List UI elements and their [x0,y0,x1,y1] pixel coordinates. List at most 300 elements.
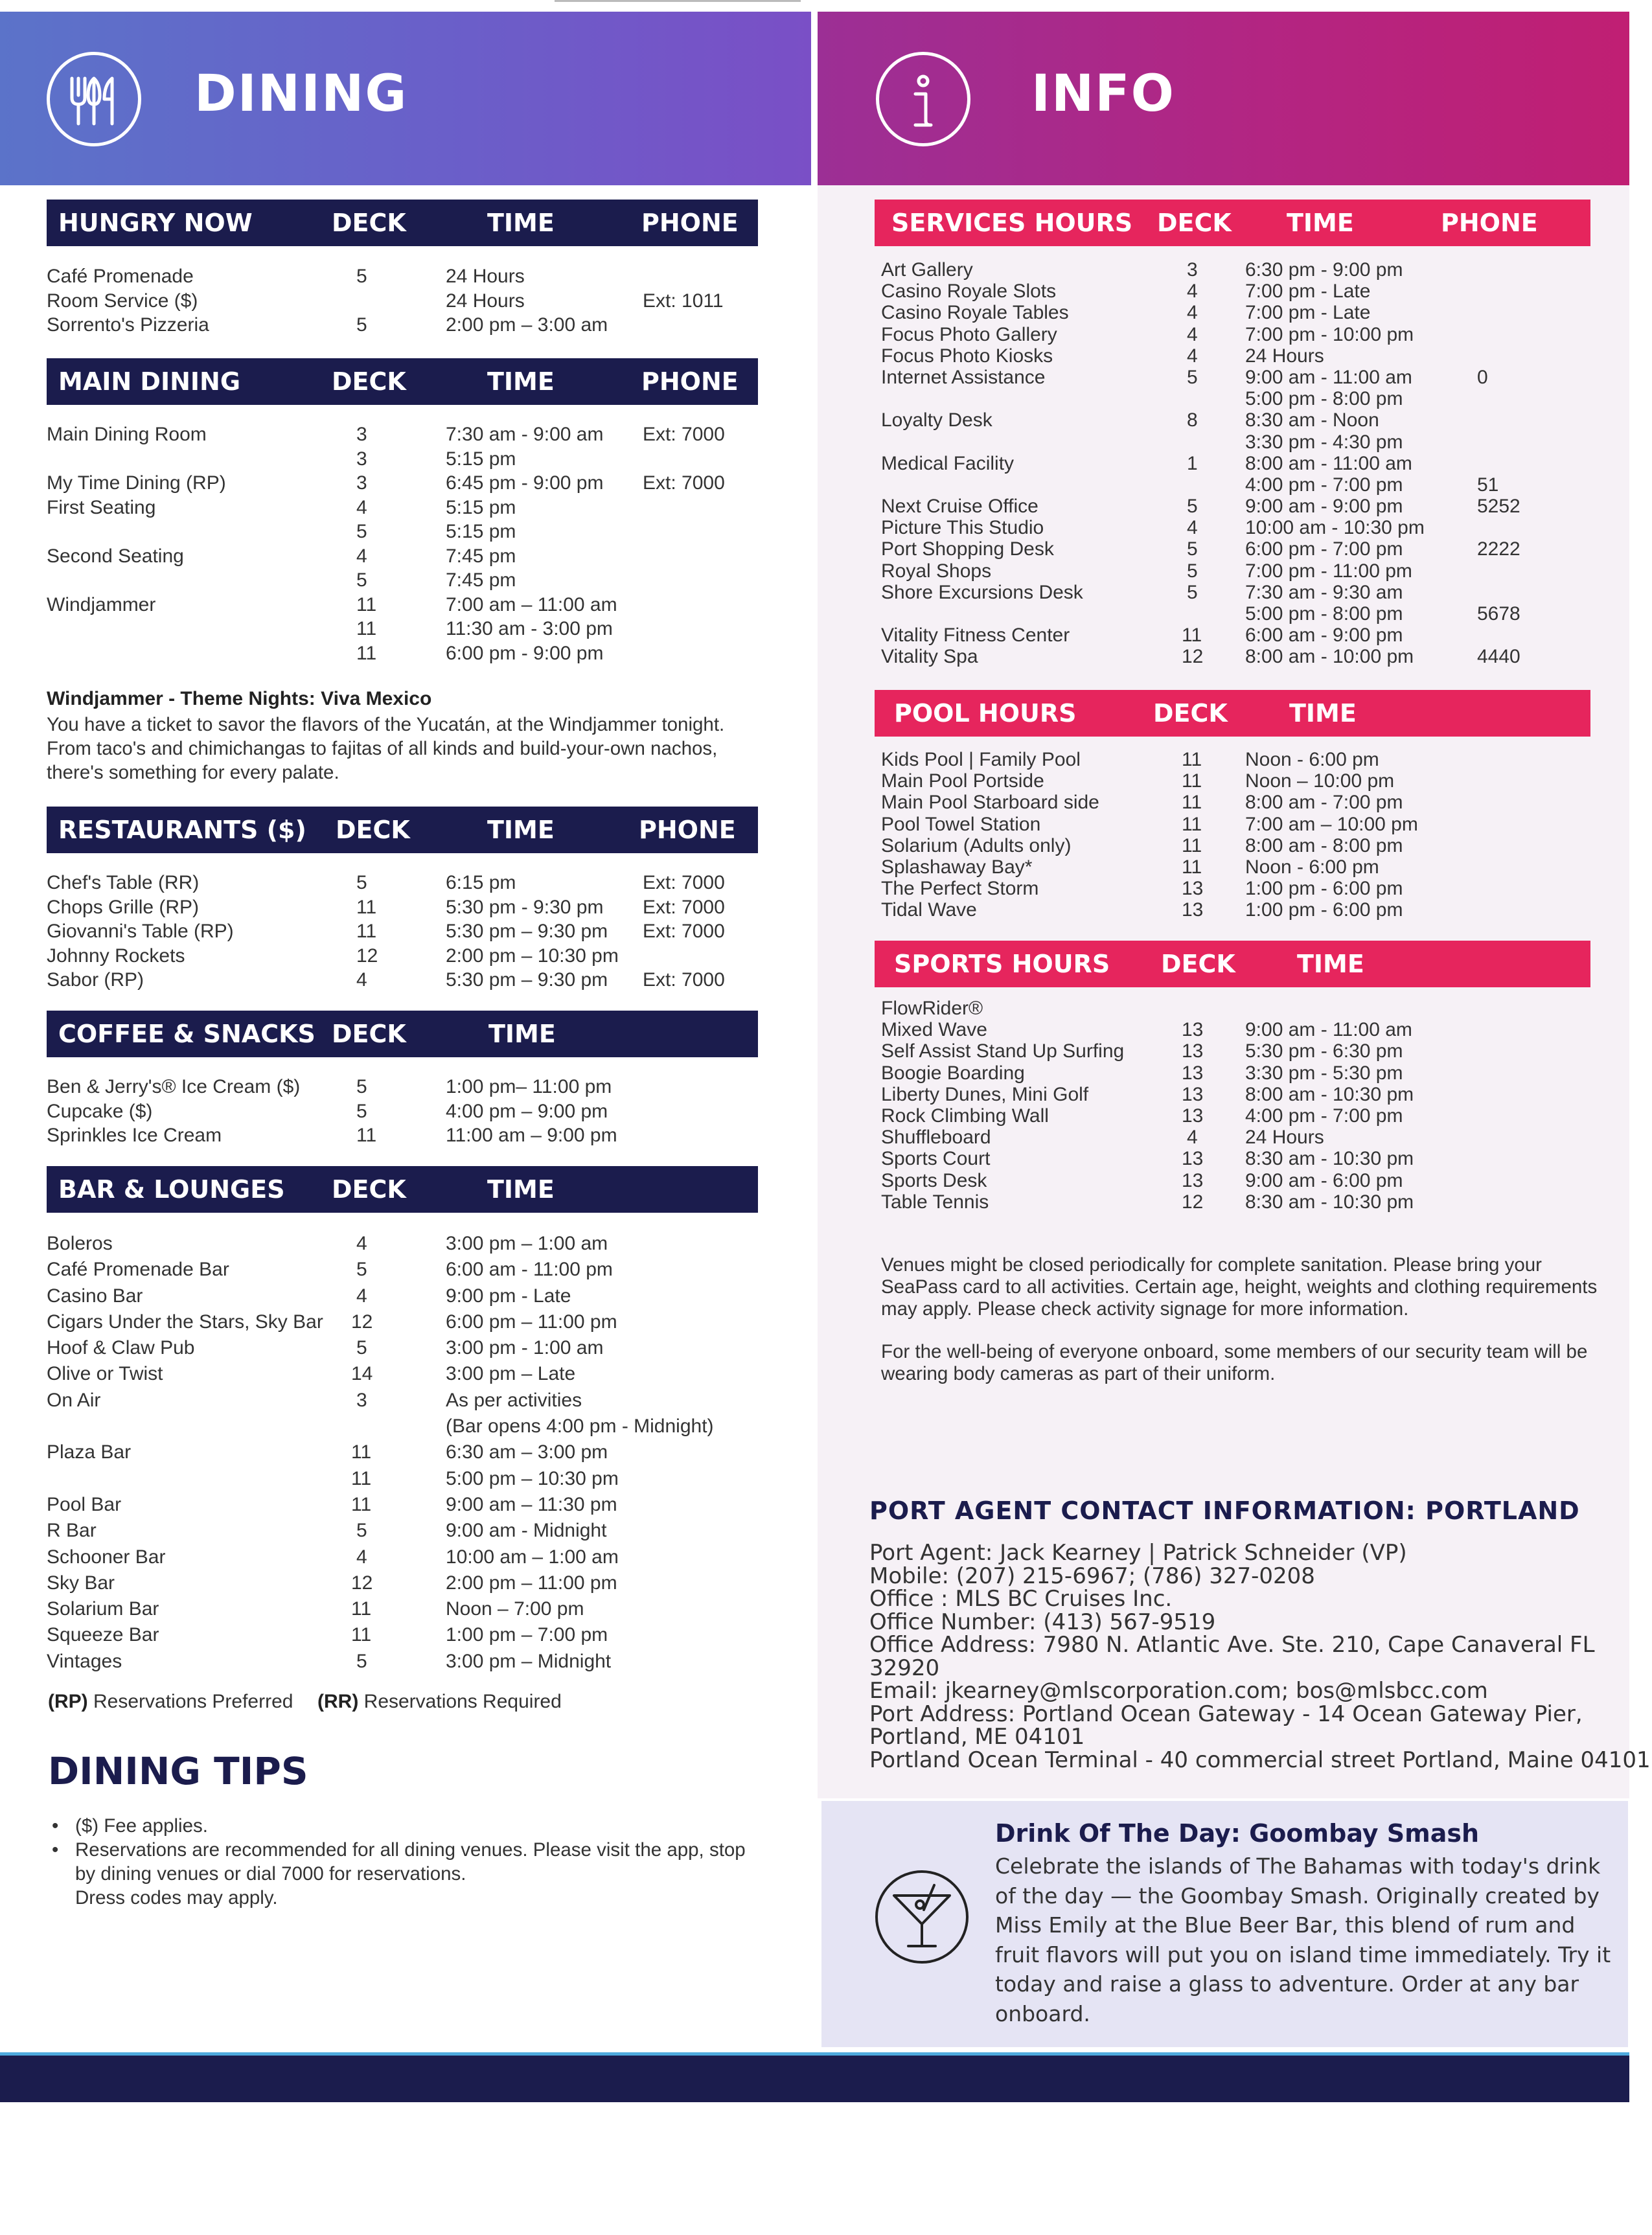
services-header [875,200,1590,246]
deck-number: 11 [1182,813,1202,835]
restaurants-col-venue: RESTAURANTS ($) [58,816,306,844]
venue-hours: 5:00 pm - 8:00 pm [1245,388,1403,410]
venue-hours: 5:30 pm - 6:30 pm [1245,1040,1403,1062]
table-row [47,944,759,968]
deck-number: 5 [356,872,367,893]
hungry-now-table [47,264,759,338]
venue-hours: 5:00 pm – 10:30 pm [446,1467,619,1489]
venue-hours: 7:00 pm - 10:00 pm [1245,323,1414,345]
venue-name: Shore Excursions Desk [881,581,1083,603]
deck-number: 4 [356,545,367,567]
deck-number: 11 [356,921,377,942]
venue-hours: 8:00 am - 10:30 pm [1245,1083,1414,1105]
pool-header [875,690,1590,737]
venue-phone: 4440 [1477,646,1520,668]
deck-number: 5 [356,1337,367,1359]
pool-col-deck: DECK [1153,699,1228,728]
deck-number: 12 [356,945,378,967]
pool-col-venue: POOL HOURS [894,699,1077,728]
deck-number: 5 [356,1259,367,1281]
dining-tips-title: DINING TIPS [48,1749,308,1793]
deck-number: 11 [351,1441,372,1463]
legend-rp-code: (RP) [48,1691,88,1712]
venue-name: Sprinkles Ice Cream [47,1125,222,1146]
deck-number: 4 [1187,517,1198,539]
table-row [47,1075,759,1099]
table-row [47,1466,759,1492]
deck-number: 5 [356,569,367,591]
deck-number: 4 [356,496,367,518]
deck-number: 14 [351,1363,373,1385]
martini-glass-icon [875,1870,969,1964]
bars-table [47,1231,759,1675]
bullet: • [52,1815,59,1837]
deck-number: 5 [356,266,367,287]
venue-hours: 9:00 am – 11:30 pm [446,1493,617,1515]
port-agent-line: Portland, ME 04101 [869,1724,1085,1750]
deck-number: 4 [356,969,367,991]
venue-name: On Air [47,1389,101,1411]
sports-col-deck: DECK [1161,950,1235,978]
venue-name: Medical Facility [881,452,1015,474]
pool-table [881,749,1594,921]
theme-nights-body: You have a ticket to savor the flavors of the Yucatán, at the Windjammer tonight. From taco's and chimichangas to fajitas of all kinds and build-your-own nachos, there's something for every palate. [47,714,725,783]
hungry-now-col-time: TIME [487,209,555,237]
table-row [47,641,759,666]
venue-phone: 2222 [1477,538,1520,560]
venue-name: First Seating [47,496,156,518]
venue-name: Kids Pool | Family Pool [881,749,1081,770]
table-row [47,520,759,544]
table-row [47,1231,759,1257]
venue-hours: 3:30 pm - 5:30 pm [1245,1062,1403,1084]
restaurants-col-time: TIME [487,816,555,844]
deck-number: 12 [351,1572,373,1594]
venue-name: My Time Dining (RP) [47,472,226,494]
tip-text: Reservations are recommended for all dining venues. Please visit the app, stop by dining venues or dial 7000 for reservations. [75,1839,746,1885]
deck-number: 12 [351,1311,373,1333]
venue-name: Ben & Jerry's® Ice Cream ($) [47,1076,301,1097]
deck-number: 4 [356,1285,367,1307]
venue-hours: 7:00 am – 10:00 pm [1245,813,1418,835]
venue-name: Chops Grille (RP) [47,896,200,918]
deck-number: 4 [1187,345,1198,367]
dining-header [0,12,811,185]
deck-number: 3 [356,472,367,494]
dining-title: DINING [194,65,408,123]
venue-hours: Noon - 6:00 pm [1245,856,1379,878]
venue-phone: 5678 [1477,603,1520,625]
venue-name: Plaza Bar [47,1441,132,1463]
venue-phone: Ext: 7000 [643,424,725,445]
venue-hours: 5:15 pm [446,448,516,470]
venue-name: Main Dining Room [47,424,207,445]
venue-hours: 5:00 pm - 8:00 pm [1245,603,1403,625]
venue-name: Splashaway Bay* [881,856,1033,878]
list-item [48,1838,767,1886]
deck-number: 5 [1187,581,1198,603]
venue-name: Boleros [47,1233,113,1254]
table-row [47,471,759,496]
table-row [881,856,1594,878]
deck-number: 5 [1187,366,1198,388]
venue-name: Olive or Twist [47,1363,163,1385]
venue-hours: 6:00 am - 9:00 pm [1245,625,1403,647]
info-header [818,12,1629,185]
table-row [47,1622,759,1648]
main-dining-col-venue: MAIN DINING [58,367,241,396]
venue-hours: 8:30 am - 10:30 pm [1245,1191,1414,1213]
venue-name: Johnny Rockets [47,945,185,967]
main-dining-col-time: TIME [487,367,555,396]
deck-number: 13 [1182,1105,1204,1127]
venue-phone: Ext: 7000 [643,896,725,918]
table-row [881,582,1594,603]
table-row [881,814,1594,835]
venue-name: Boogie Boarding [881,1062,1025,1084]
table-row [881,538,1594,560]
deck-number: 13 [1182,899,1204,921]
venue-name: Solarium Bar [47,1598,159,1620]
table-row [47,1123,759,1148]
venue-name: Hoof & Claw Pub [47,1337,195,1359]
table-row [881,770,1594,792]
legend-rr [317,1691,562,1713]
port-agent-details [869,1542,1652,1772]
venue-hours: 2:00 pm – 3:00 am [446,314,608,336]
table-row [881,835,1594,856]
sports-col-venue: SPORTS HOURS [894,950,1110,978]
deck-number: 11 [351,1624,372,1646]
venue-name: Sorrento's Pizzeria [47,314,209,336]
info-title: INFO [1031,65,1175,123]
table-row [881,474,1594,496]
venue-phone: 51 [1477,474,1499,496]
theme-nights-title: Windjammer - Theme Nights: Viva Mexico [47,688,432,709]
venue-hours: 9:00 pm - Late [446,1285,571,1307]
coffee-snacks-col-deck: DECK [332,1020,406,1048]
deck-number: 5 [1187,496,1198,518]
table-row [881,1191,1594,1213]
deck-number: 12 [1182,1191,1204,1213]
port-agent-line: Office Address: 7980 N. Atlantic Ave. Ste. 210, Cape Canaveral FL 32920 [869,1632,1595,1681]
table-row [881,1170,1594,1191]
venue-name: Focus Photo Gallery [881,323,1057,345]
table-row [881,899,1594,921]
deck-number: 13 [1182,1040,1204,1062]
info-icon [876,52,970,146]
venue-name: FlowRider® [881,998,983,1019]
coffee-snacks-header [47,1011,758,1057]
table-row [47,617,759,641]
deck-number: 11 [351,1467,372,1489]
deck-number: 5 [356,521,367,542]
restaurants-table [47,871,759,992]
venue-hours: 3:00 pm – 1:00 am [446,1233,608,1254]
deck-number: 5 [1187,538,1198,560]
venue-hours: 9:00 am - 11:00 am [1245,1019,1412,1041]
venue-hours: 3:00 pm – Late [446,1363,576,1385]
port-agent-line: Mobile: (207) 215-6967; (786) 327-0208 [869,1563,1315,1589]
table-row [881,1127,1594,1148]
venue-hours: 10:00 am – 1:00 am [446,1546,619,1568]
deck-number: 13 [1182,878,1204,900]
drink-of-the-day-title: Drink Of The Day: Goombay Smash [995,1819,1480,1848]
deck-number: 8 [1187,409,1198,431]
deck-number: 11 [356,1125,377,1146]
venue-name: Sky Bar [47,1572,115,1594]
venue-hours: 8:00 am - 10:00 pm [1245,646,1414,668]
pool-col-time: TIME [1289,699,1357,728]
deck-number: 3 [356,1389,367,1411]
venue-name: Casino Royale Tables [881,302,1069,324]
venue-name: The Perfect Storm [881,878,1039,900]
venue-hours: 9:00 am - 11:00 am [1245,366,1412,388]
venue-name: R Bar [47,1520,97,1542]
venue-name: Art Gallery [881,259,973,281]
venue-hours: 6:00 am - 11:00 pm [446,1259,613,1281]
main-dining-col-phone: PHONE [641,367,739,396]
table-row [47,313,759,338]
venue-hours: 7:00 pm - Late [1245,302,1371,324]
venue-name: Squeeze Bar [47,1624,159,1646]
venue-hours: 9:00 am - Midnight [446,1520,607,1542]
restaurants-header [47,807,758,853]
table-row [47,1257,759,1283]
venue-hours: 7:00 pm - Late [1245,281,1371,303]
venue-name: Chef's Table (RR) [47,872,200,893]
venue-name: Liberty Dunes, Mini Golf [881,1083,1089,1105]
sports-table [881,998,1594,1213]
table-row [47,968,759,992]
venue-name: Internet Assistance [881,366,1046,388]
deck-number: 3 [356,424,367,445]
dining-tips-list [48,1814,767,1910]
venue-name: Vintages [47,1650,122,1672]
top-rule [555,0,801,2]
venue-hours: 8:30 am - 10:30 pm [1245,1148,1414,1170]
sanitation-note: Venues might be closed periodically for complete sanitation. Please bring your SeaPass card to all activities. Certain age, height, weights and clothing requirements may apply. Please check activity signage for more information. [881,1254,1598,1320]
main-dining-header [47,358,758,405]
table-row [47,593,759,617]
venue-name: Room Service ($) [47,290,198,312]
venue-name: Vitality Spa [881,646,978,668]
deck-number: 13 [1182,1169,1204,1191]
venue-hours: 1:00 pm - 6:00 pm [1245,878,1403,900]
services-col-phone: PHONE [1441,209,1538,237]
table-row [881,998,1594,1019]
venue-hours: 8:30 am - Noon [1245,409,1379,431]
venue-hours: 5:15 pm [446,496,516,518]
venue-hours: 7:30 am - 9:00 am [446,424,604,445]
table-row [881,367,1594,388]
footer-bar [0,2056,1629,2102]
table-row [881,625,1594,646]
deck-number: 4 [1187,281,1198,303]
table-row [881,1062,1594,1084]
venue-name: Solarium (Adults only) [881,834,1072,856]
deck-number: 11 [1182,792,1202,814]
deck-number: 11 [356,642,377,664]
deck-number: 11 [351,1493,372,1515]
port-agent-line: Port Address: Portland Ocean Gateway - 14 Ocean Gateway Pier, [869,1701,1583,1727]
venue-name: Tidal Wave [881,899,977,921]
venue-hours: 6:30 am – 3:00 pm [446,1441,608,1463]
list-item [48,1814,767,1838]
deck-number: 4 [356,1233,367,1254]
services-table [881,259,1594,668]
venue-hours: 8:00 am - 8:00 pm [1245,834,1403,856]
venue-name: Vitality Fitness Center [881,625,1070,647]
venue-name: Cigars Under the Stars, Sky Bar [47,1311,323,1333]
venue-hours: 3:30 pm - 4:30 pm [1245,431,1403,453]
table-row [47,1388,759,1414]
tip-extra: Dress codes may apply. [75,1887,278,1908]
venue-name: Focus Photo Kiosks [881,345,1053,367]
deck-number: 11 [1182,834,1202,856]
venue-hours: 6:00 pm - 9:00 pm [446,642,604,664]
venue-name: Main Pool Starboard side [881,792,1099,814]
table-row [47,1099,759,1124]
deck-number: 13 [1182,1019,1204,1041]
deck-number: 11 [1182,856,1202,878]
table-row [47,1335,759,1361]
coffee-snacks-col-venue: COFFEE & SNACKS [58,1020,315,1048]
table-row [881,1040,1594,1062]
venue-hours: 9:00 am - 6:00 pm [1245,1169,1403,1191]
table-row [47,919,759,944]
table-row [47,544,759,569]
venue-hours: 5:30 pm – 9:30 pm [446,969,608,991]
venue-hours: 8:00 am - 7:00 pm [1245,792,1403,814]
deck-number: 5 [1187,560,1198,582]
deck-number: 1 [1187,452,1198,474]
table-row [881,388,1594,409]
venue-hours: 5:30 pm - 9:30 pm [446,896,604,918]
table-row [47,289,759,314]
venue-hours: 1:00 pm – 7:00 pm [446,1624,608,1646]
venue-hours: 3:00 pm – Midnight [446,1650,612,1672]
venue-hours: 24 Hours [1245,345,1324,367]
table-row [47,1309,759,1335]
venue-hours: 6:30 pm - 9:00 pm [1245,259,1403,281]
bars-header [47,1166,758,1213]
table-row [881,431,1594,453]
venue-hours: 3:00 pm - 1:00 am [446,1337,604,1359]
venue-hours: 7:45 pm [446,569,516,591]
venue-hours: 1:00 pm– 11:00 pm [446,1076,612,1097]
venue-phone: Ext: 7000 [643,472,725,494]
venue-hours: 7:30 am - 9:30 am [1245,581,1403,603]
venue-hours: 5:15 pm [446,521,516,542]
table-row [47,422,759,447]
venue-name: Next Cruise Office [881,496,1038,518]
deck-number: 4 [1187,323,1198,345]
venue-hours: Noon – 7:00 pm [446,1598,584,1620]
table-row [881,281,1594,302]
deck-number: 11 [1182,625,1202,647]
venue-name: Schooner Bar [47,1546,166,1568]
port-agent-line: Office Number: (413) 567-9519 [869,1609,1216,1635]
venue-hours: 6:00 pm – 11:00 pm [446,1311,617,1333]
coffee-snacks-table [47,1075,759,1148]
table-row [47,1414,759,1439]
venue-name: Windjammer [47,593,156,615]
venue-name: Port Shopping Desk [881,538,1054,560]
venue-phone: 0 [1477,366,1488,388]
venue-phone: Ext: 7000 [643,921,725,942]
venue-hours: 24 Hours [446,266,525,287]
sports-col-time: TIME [1297,950,1364,978]
table-row [47,447,759,472]
venue-hours: 1:00 pm - 6:00 pm [1245,899,1403,921]
deck-number: 3 [1187,259,1198,281]
venue-hours: 24 Hours [1245,1127,1324,1149]
venue-hours: 24 Hours [446,290,525,312]
legend-rp [48,1691,293,1713]
table-row [47,264,759,289]
venue-name: Self Assist Stand Up Surfing [881,1040,1125,1062]
venue-name: Royal Shops [881,560,992,582]
services-col-venue: SERVICES HOURS [891,209,1133,237]
drink-of-the-day-body: Celebrate the islands of The Bahamas with today's drink of the day — the Goombay Smash. Originally created by Miss Emily at the Blue Beer Bar, this blend of rum and fruit flavors will put you on island time immediately. Try it today and raise a glass to adventure. Order at any bar onboard. [995,1853,1611,2026]
venue-hours: 2:00 pm – 10:30 pm [446,945,619,967]
venue-name: Table Tennis [881,1191,989,1213]
venue-phone: Ext: 7000 [643,969,725,991]
deck-number: 11 [356,618,377,639]
deck-number: 13 [1182,1148,1204,1170]
venue-name: Sports Court [881,1148,991,1170]
venue-name: Pool Towel Station [881,813,1041,835]
deck-number: 11 [356,593,377,615]
deck-number: 11 [1182,749,1202,770]
venue-name: Sports Desk [881,1169,987,1191]
venue-name: Café Promenade [47,266,194,287]
venue-name: Shuffleboard [881,1127,991,1149]
deck-number: 11 [351,1598,372,1620]
table-row [47,1570,759,1596]
venue-hours: 9:00 am - 9:00 pm [1245,496,1403,518]
venue-hours: 11:00 am – 9:00 pm [446,1125,617,1146]
venue-name: Second Seating [47,545,184,567]
venue-hours: 2:00 pm – 11:00 pm [446,1572,617,1594]
hungry-now-col-deck: DECK [332,209,406,237]
table-row [881,1105,1594,1127]
venue-name: Giovanni's Table (RP) [47,921,234,942]
table-row [881,646,1594,667]
table-row [47,1492,759,1518]
venue-name: Loyalty Desk [881,409,992,431]
deck-number: 13 [1182,1083,1204,1105]
legend-rr-text: Reservations Required [358,1691,562,1712]
table-row [47,871,759,895]
deck-number: 4 [1187,302,1198,324]
sports-header [875,941,1590,987]
venue-hours: 7:00 am – 11:00 am [446,593,617,615]
bars-col-venue: BAR & LOUNGES [58,1175,285,1204]
table-row [881,560,1594,582]
venue-hours: Noon – 10:00 pm [1245,770,1395,792]
port-agent-line: Portland Ocean Terminal - 40 commercial street Portland, Maine 04101 [869,1747,1651,1773]
table-row [47,1596,759,1622]
table-row [47,1439,759,1465]
services-col-time: TIME [1287,209,1354,237]
bars-col-time: TIME [487,1175,555,1204]
deck-number: 5 [356,1100,367,1122]
table-row [47,1283,759,1309]
venue-name: Main Pool Portside [881,770,1044,792]
venue-phone: Ext: 7000 [643,872,725,893]
